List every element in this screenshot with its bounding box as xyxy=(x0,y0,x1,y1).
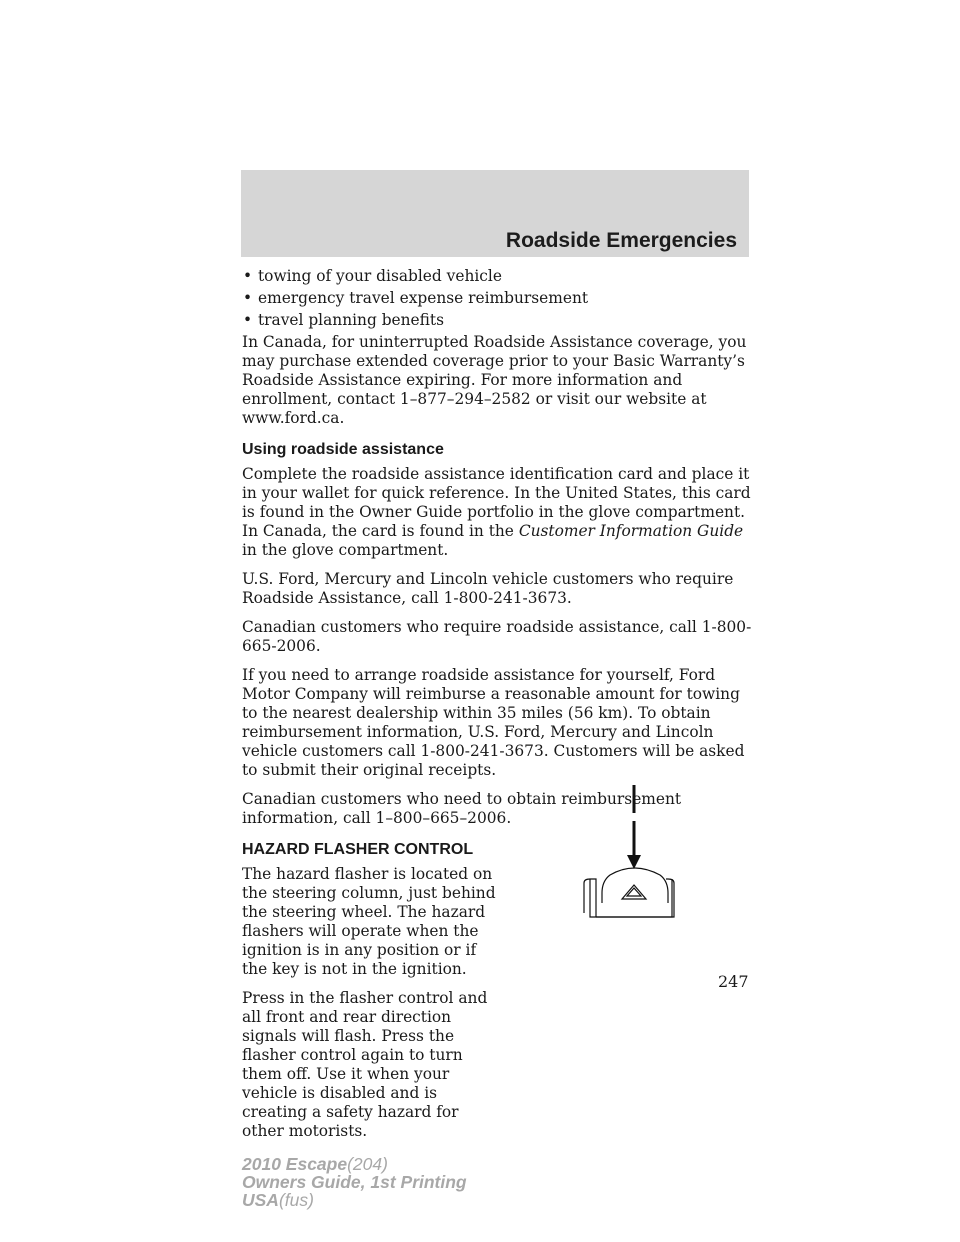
footer-model: 2010 Escape xyxy=(242,1154,348,1174)
benefits-list xyxy=(242,267,752,330)
footer-line-printing: Owners Guide, 1st Printing xyxy=(242,1172,467,1192)
arrow-icon xyxy=(627,785,641,869)
hazard-flasher-illustration xyxy=(576,785,686,925)
list-item: • travel planning benefits xyxy=(242,311,752,330)
footer-imprint xyxy=(242,1155,467,1209)
hazard-flasher-heading: HAZARD FLASHER CONTROL xyxy=(242,841,474,858)
footer-market-code: (fus) xyxy=(278,1190,314,1210)
footer-model-code: (204) xyxy=(347,1154,388,1174)
section-title: Roadside Emergencies xyxy=(505,229,737,252)
guide-title: Customer Information Guide xyxy=(518,522,744,540)
hazard-location-paragraph: The hazard flasher is located on the steering column, just behind the steering wheel. The hazard flashers will operate when the ignition is in any position or if the key is not in the ignition. xyxy=(242,865,496,978)
canadian-reimbursement-paragraph: Canadian customers who need to obtain reimbursement information, call 1–800–665–2006. xyxy=(242,790,682,827)
list-item: • emergency travel expense reimbursement xyxy=(242,289,752,308)
paragraph-text: in the glove compartment. xyxy=(242,541,449,559)
identification-card-paragraph xyxy=(242,465,752,560)
us-customers-paragraph: U.S. Ford, Mercury and Lincoln vehicle customers who require Roadside Assistance, call 1-800-241-3673. xyxy=(242,570,734,607)
paragraph-text: Complete the roadside assistance identification card and place it in your wallet for quick reference. In the United States, this card is found in the Owner Guide portfolio in the glove compartment. In Canada, the card is found in the xyxy=(242,465,751,540)
hazard-button-icon xyxy=(584,868,674,917)
footer-line-market xyxy=(242,1191,467,1209)
section-header-band xyxy=(241,170,749,257)
canadian-customers-paragraph: Canadian customers who require roadside assistance, call 1-800-665-2006. xyxy=(242,618,752,655)
using-roadside-heading: Using roadside assistance xyxy=(242,441,444,458)
page-number: 247 xyxy=(718,972,749,991)
hazard-usage-paragraph: Press in the flasher control and all front and rear direction signals will flash. Press the flasher control again to turn them off. Use it when your vehicle is disabled and is creating a safety hazard for other motorists. xyxy=(242,989,488,1140)
page-content xyxy=(242,267,752,1151)
canada-coverage-paragraph: In Canada, for uninterrupted Roadside Assistance coverage, you may purchase extended coverage prior to your Basic Warranty’s Roadside Assistance expiring. For more information and enrollment, contact 1–877–294–2582 or visit our website at www.ford.ca. xyxy=(242,333,747,427)
reimbursement-paragraph: If you need to arrange roadside assistance for yourself, Ford Motor Company will reimburse a reasonable amount for towing to the nearest dealership within 35 miles (56 km). To obtain reimbursement information, U.S. Ford, Mercury and Lincoln vehicle customers call 1-800-241-3673. Customers will be asked to submit their original receipts. xyxy=(242,666,745,779)
footer-line-model xyxy=(242,1155,467,1173)
list-item: • towing of your disabled vehicle xyxy=(242,267,752,286)
footer-market: USA xyxy=(242,1190,279,1210)
